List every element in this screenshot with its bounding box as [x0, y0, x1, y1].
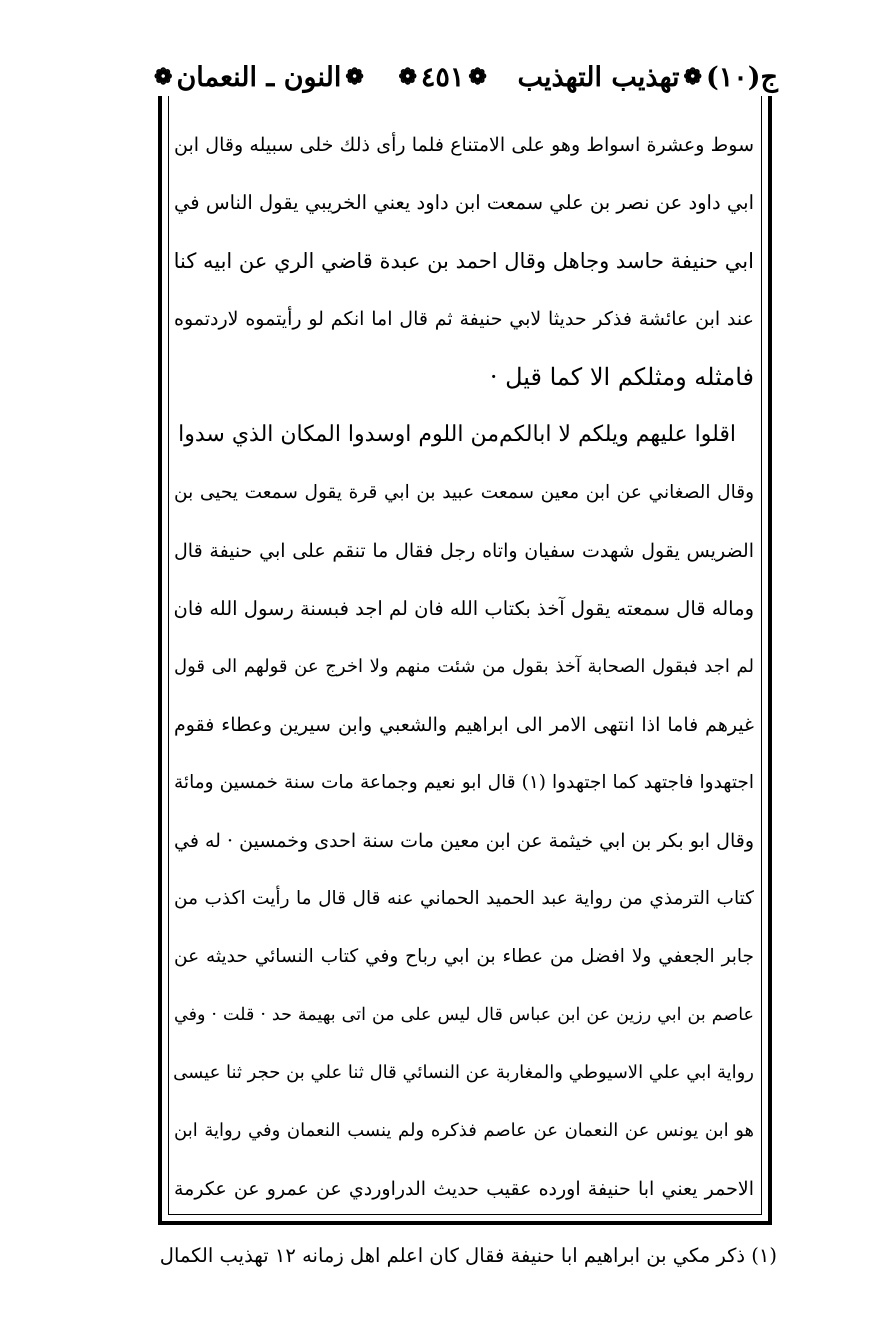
text-line: هو ابن يونس عن النعمان عن عاصم فذكره ولم ينسب النعمان وفي رواية ابن [174, 1120, 754, 1141]
text-line: عاصم بن ابي رزين عن ابن عباس قال ليس على من اتى بهيمة حد · قلت · وفي [174, 1005, 754, 1025]
footnote: (١) ذكر مكي بن ابراهيم ابا حنيفة فقال كان اعلم اهل زمانه ١٢ تهذيب الكمال [159, 1244, 777, 1267]
poetry-verse [174, 406, 754, 464]
volume-number: ج(١٠) [705, 61, 778, 93]
text-line: غيرهم فاما اذا انتهى الامر الى ابراهيم والشعبي وابن سيرين وعطاء فقوم [174, 714, 754, 736]
text-line: فامثله ومثلكم الا كما قيل · [489, 363, 754, 391]
text-line: عند ابن عائشة فذكر حديثا لابي حنيفة ثم قال اما انكم لو رأيتموه لاردتموه [174, 308, 754, 330]
verse-hemistich-1: اقلوا عليهم ويلكم لا ابالكم [499, 422, 736, 447]
text-line: ابي حنيفة حاسد وجاهل وقال احمد بن عبدة قاضي الري عن ابيه كنا [173, 249, 754, 273]
header-page [394, 62, 490, 93]
section-title: النون ـ النعمان [176, 61, 342, 93]
ornament-icon: ❁ [683, 64, 702, 90]
ornament-icon: ❁ [398, 64, 417, 90]
text-line: وقال ابو بكر بن ابي خيثمة عن ابن معين مات سنة احدى وخمسين · له في [174, 830, 754, 852]
ornament-icon: ❁ [154, 64, 173, 90]
verse-hemistich-2: من اللوم اوسدوا المكان الذي سدوا [178, 422, 499, 447]
text-line: اجتهدوا فاجتهد كما اجتهدوا (١) قال ابو نعيم وجماعة مات سنة خمسين ومائة [174, 772, 754, 793]
text-line: ابي داود عن نصر بن علي سمعت ابن داود يعني الخريبي يقول الناس في [174, 191, 754, 214]
text-line: سوط وعشرة اسواط وهو على الامتناع فلما رأى ذلك خلى سبيله وقال ابن [174, 134, 754, 156]
ornament-icon: ❁ [345, 64, 364, 90]
text-line: الاحمر يعني ابا حنيفة اورده عقيب حديث الدراوردي عن عمرو عن عكرمة [174, 1178, 754, 1200]
text-line: لم اجد فبقول الصحابة آخذ بقول من شئت منهم ولا اخرج عن قولهم الى قول [174, 656, 754, 677]
text-line: الضريس يقول شهدت سفيان واتاه رجل فقال ما تنقم على ابي حنيفة قال [174, 540, 754, 562]
header-volume-title [517, 62, 778, 93]
main-text [174, 116, 754, 1218]
header-section [150, 62, 368, 93]
book-title: تهذيب التهذيب [517, 61, 680, 93]
text-line: جابر الجعفي ولا افضل من عطاء بن ابي رباح وفي كتاب النسائي حديثه عن [174, 946, 754, 967]
text-line: رواية ابي علي الاسيوطي والمغاربة عن النسائي قال ثنا علي بن حجر ثنا عيسى [173, 1062, 754, 1083]
page-header [150, 54, 778, 100]
text-line: وقال الصغاني عن ابن معين سمعت عبيد بن ابي قرة يقول سمعت يحيى بن [174, 482, 754, 503]
page-number: ٤٥١ [420, 61, 465, 93]
ornament-icon: ❁ [468, 64, 487, 90]
text-line: وماله قال سمعته يقول آخذ بكتاب الله فان لم اجد فبسنة رسول الله فان [173, 597, 754, 620]
text-line: كتاب الترمذي من رواية عبد الحميد الحماني عنه قال قال ما رأيت اكذب من [174, 888, 754, 909]
